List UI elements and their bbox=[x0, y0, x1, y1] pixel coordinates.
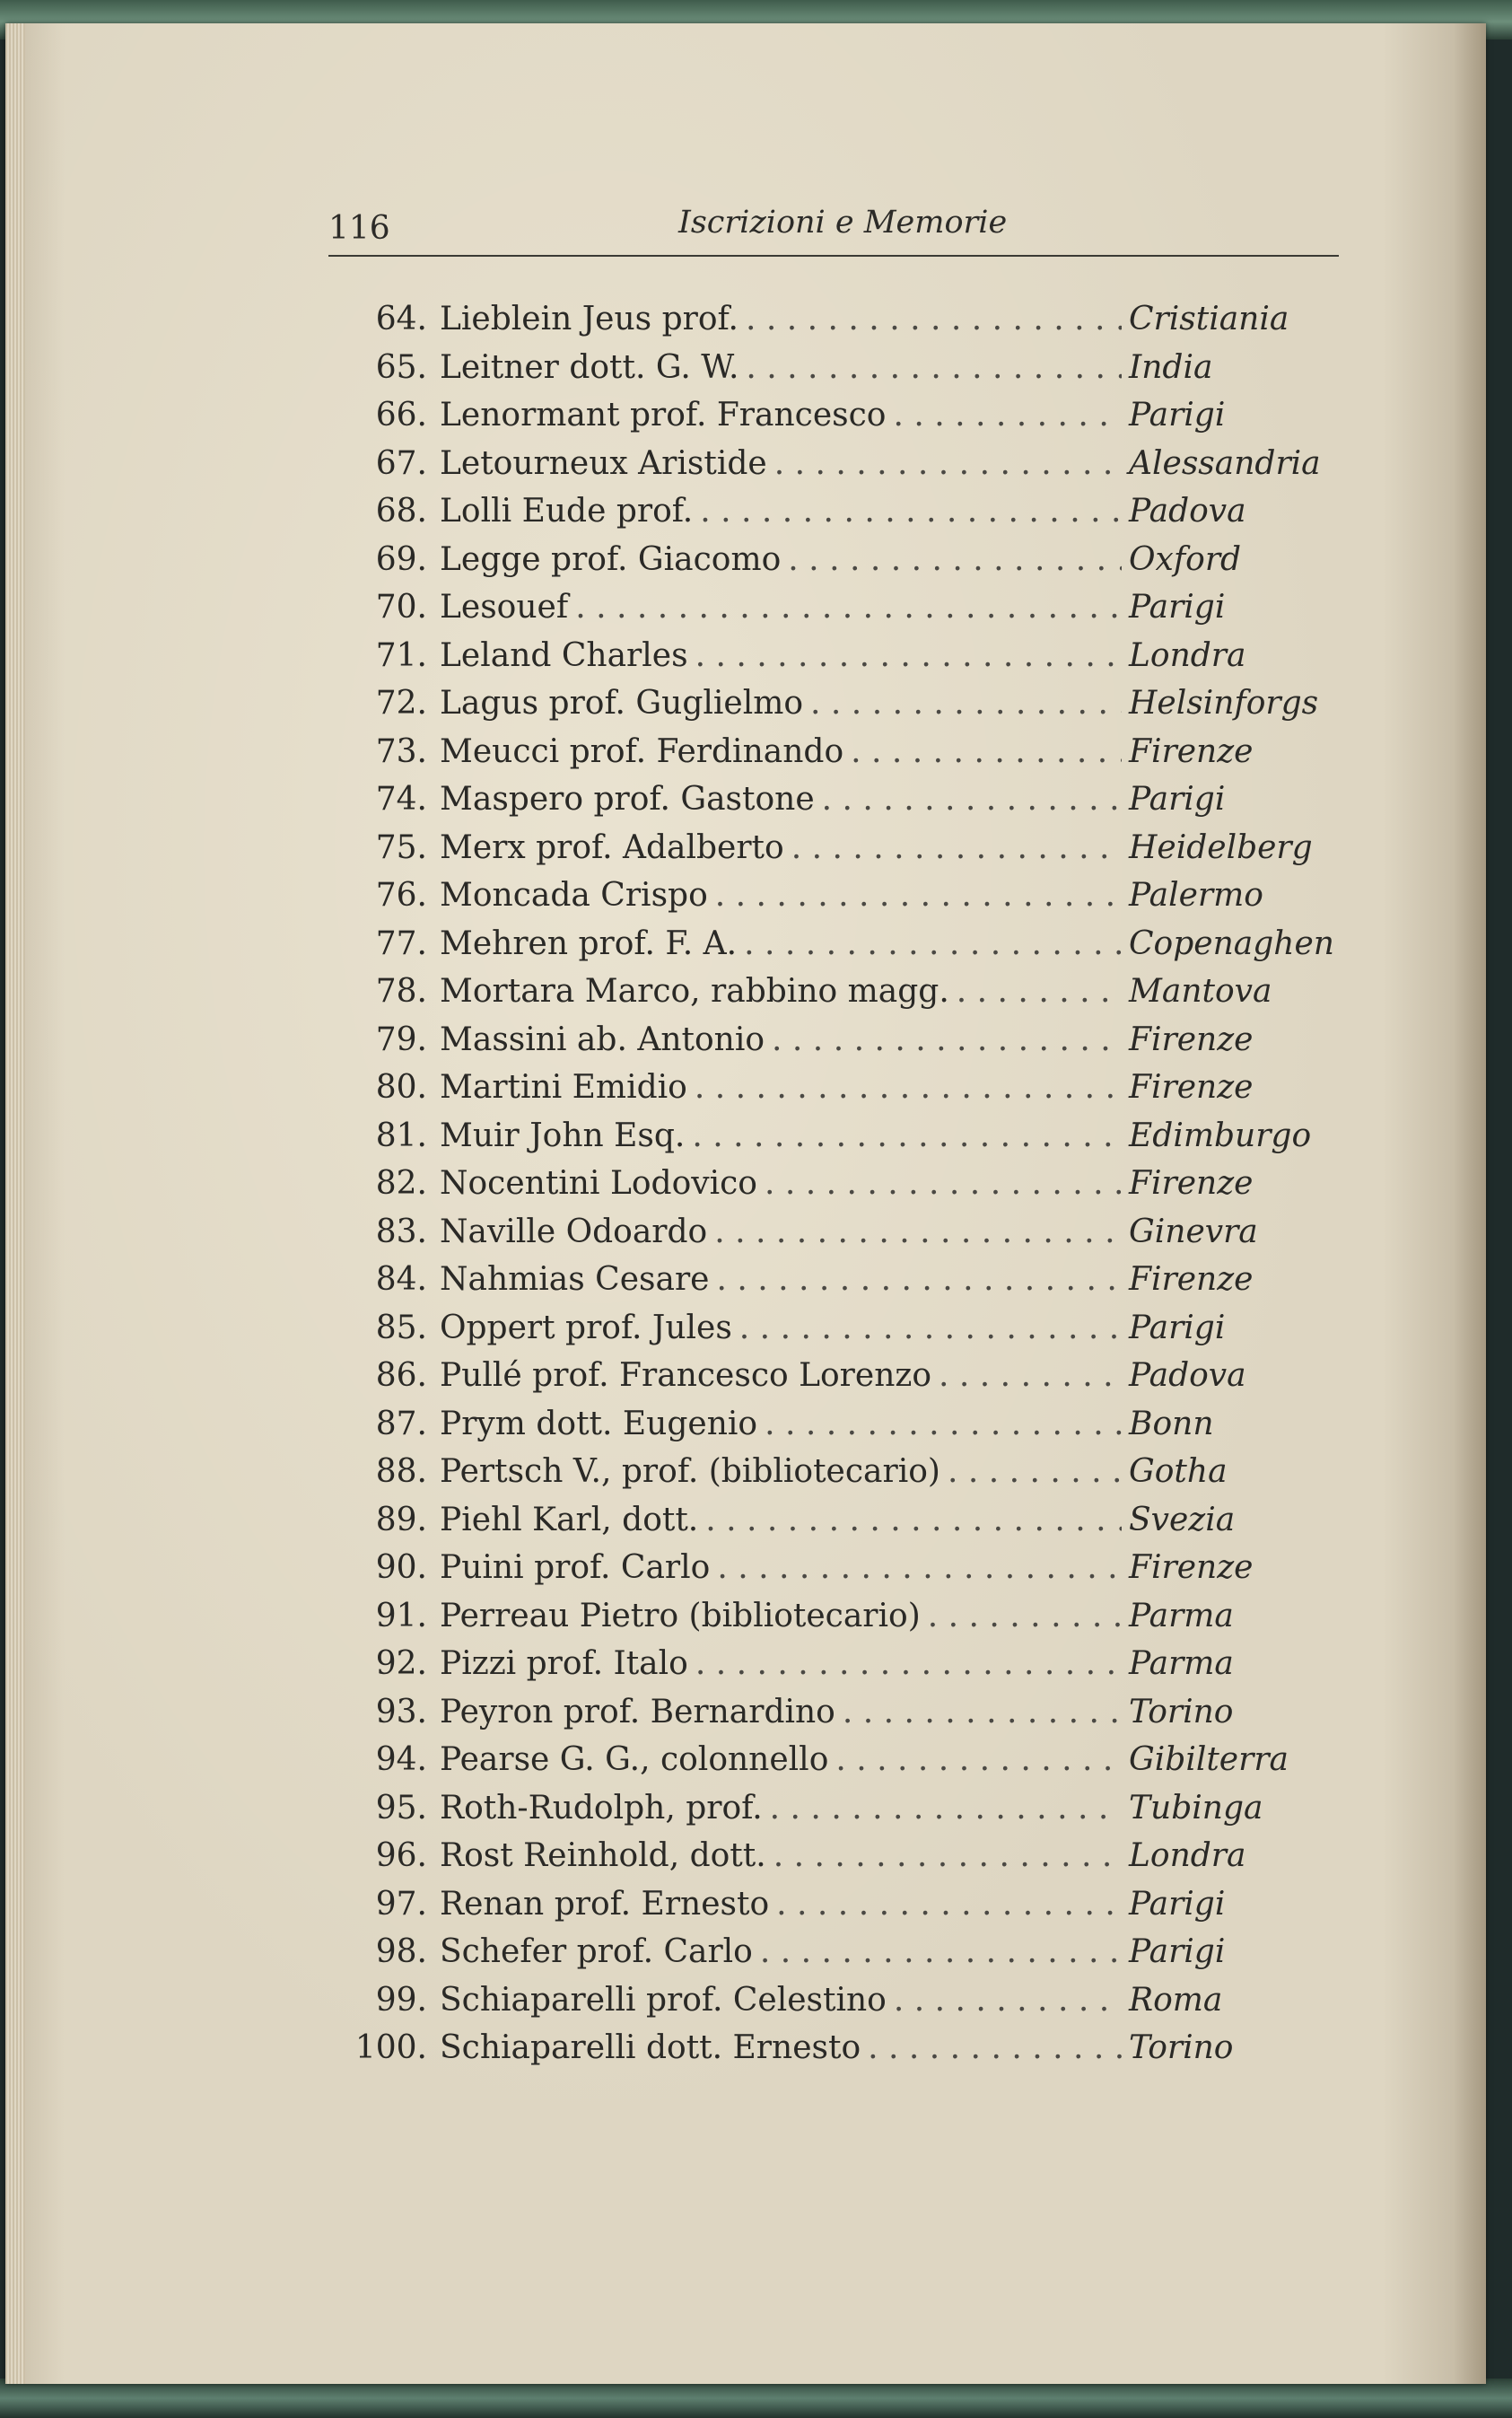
entry-name: Schiaparelli prof. Celestino bbox=[440, 1981, 887, 2019]
page-edge-shadow bbox=[1454, 23, 1486, 2384]
entry-name: Piehl Karl, dott. bbox=[440, 1501, 699, 1538]
entry-place: Mantova bbox=[1129, 973, 1272, 1010]
list-item bbox=[346, 1117, 1333, 1166]
dot-leader bbox=[939, 1357, 1122, 1394]
list-item bbox=[346, 829, 1333, 878]
list-item bbox=[346, 733, 1333, 782]
entry-name: Pullé prof. Francesco Lorenzo bbox=[440, 1357, 932, 1394]
list-item bbox=[346, 445, 1333, 494]
entry-number: 83. bbox=[375, 1213, 427, 1250]
entry-name: Lieblein Jeus prof. bbox=[440, 301, 739, 337]
entry-number: 68. bbox=[375, 493, 427, 530]
dot-leader bbox=[746, 301, 1122, 337]
entry-name: Leitner dott. G. W. bbox=[440, 348, 739, 386]
entry-place: India bbox=[1129, 348, 1213, 386]
entry-number: 67. bbox=[375, 444, 427, 482]
entry-place: Torino bbox=[1129, 2029, 1234, 2066]
list-item bbox=[346, 1790, 1333, 1838]
entry-place: Firenze bbox=[1129, 732, 1254, 770]
entry-place: Firenze bbox=[1129, 1165, 1254, 1202]
entry-number: 86. bbox=[375, 1357, 427, 1394]
entry-number: 87. bbox=[375, 1405, 427, 1442]
dot-leader bbox=[776, 1886, 1122, 1923]
entry-name: Meucci prof. Ferdinando bbox=[440, 732, 844, 770]
list-item bbox=[346, 1982, 1333, 2030]
dot-leader bbox=[575, 589, 1122, 626]
list-item bbox=[346, 1886, 1333, 1934]
dot-leader bbox=[746, 349, 1122, 386]
entry-number: 79. bbox=[375, 1021, 427, 1058]
entry-number: 80. bbox=[375, 1069, 427, 1106]
list-item bbox=[346, 397, 1333, 445]
entry-number: 98. bbox=[375, 1933, 427, 1970]
entry-name: Perreau Pietro (bibliotecario) bbox=[440, 1597, 921, 1634]
entry-place: Roma bbox=[1129, 1981, 1223, 2019]
entry-name: Martini Emidio bbox=[440, 1069, 687, 1106]
list-item bbox=[346, 1310, 1333, 1358]
list-item bbox=[346, 1021, 1333, 1070]
list-item bbox=[346, 1598, 1333, 1646]
dot-leader bbox=[692, 1117, 1122, 1154]
entry-number: 99. bbox=[375, 1981, 427, 2019]
entry-number: 89. bbox=[375, 1501, 427, 1538]
dot-leader bbox=[822, 781, 1122, 818]
dot-leader bbox=[772, 1021, 1122, 1058]
dot-leader bbox=[893, 397, 1122, 434]
dot-leader bbox=[760, 1933, 1122, 1970]
dot-leader bbox=[717, 1549, 1122, 1586]
list-item bbox=[346, 349, 1333, 398]
running-title: Iscrizioni e Memorie bbox=[678, 205, 1008, 241]
entry-number: 77. bbox=[375, 924, 427, 962]
dot-leader bbox=[695, 1645, 1122, 1682]
entry-number: 66. bbox=[375, 397, 427, 434]
entry-place: Torino bbox=[1129, 1693, 1234, 1730]
entry-place: Palermo bbox=[1129, 877, 1263, 914]
entry-place: Alessandria bbox=[1129, 444, 1321, 482]
entry-place: Parigi bbox=[1129, 1885, 1226, 1923]
dot-leader bbox=[843, 1694, 1122, 1730]
entry-name: Lesouef bbox=[440, 589, 569, 626]
dot-leader bbox=[774, 445, 1122, 482]
entry-name: Schiaparelli dott. Ernesto bbox=[440, 2029, 861, 2066]
entry-name: Puini prof. Carlo bbox=[440, 1549, 711, 1586]
list-item bbox=[346, 1069, 1333, 1117]
entry-number: 100. bbox=[354, 2029, 427, 2066]
entry-name: Pizzi prof. Italo bbox=[440, 1645, 688, 1682]
dot-leader bbox=[715, 877, 1122, 914]
entry-place: Firenze bbox=[1129, 1021, 1254, 1058]
entry-place: Bonn bbox=[1129, 1405, 1214, 1442]
entry-place: Gotha bbox=[1129, 1453, 1228, 1490]
list-item bbox=[346, 1837, 1333, 1886]
entry-name: Moncada Crispo bbox=[440, 877, 708, 914]
dot-leader bbox=[770, 1790, 1122, 1827]
entry-place: Londra bbox=[1129, 1837, 1246, 1874]
entry-place: Parma bbox=[1129, 1597, 1234, 1634]
list-item bbox=[346, 781, 1333, 829]
entry-place: Tubinga bbox=[1129, 1789, 1263, 1827]
entry-name: Lenormant prof. Francesco bbox=[440, 397, 887, 434]
entry-place: Ginevra bbox=[1129, 1213, 1258, 1250]
entry-place: Parigi bbox=[1129, 589, 1226, 626]
list-item bbox=[346, 1694, 1333, 1742]
dot-leader bbox=[835, 1741, 1122, 1778]
member-list bbox=[346, 301, 1333, 2078]
entry-name: Schefer prof. Carlo bbox=[440, 1933, 753, 1970]
entry-number: 88. bbox=[375, 1453, 427, 1490]
dot-leader bbox=[791, 829, 1122, 866]
list-item bbox=[346, 925, 1333, 974]
dot-leader bbox=[928, 1598, 1122, 1634]
entry-place: Parma bbox=[1129, 1645, 1234, 1682]
list-item bbox=[346, 1741, 1333, 1790]
entry-name: Roth-Rudolph, prof. bbox=[440, 1789, 763, 1827]
entry-number: 82. bbox=[375, 1165, 427, 1202]
list-item bbox=[346, 541, 1333, 590]
entry-name: Legge prof. Giacomo bbox=[440, 540, 782, 578]
list-item bbox=[346, 2029, 1333, 2078]
entry-number: 70. bbox=[375, 589, 427, 626]
list-item bbox=[346, 589, 1333, 637]
page-header bbox=[328, 201, 1339, 257]
entry-name: Naville Odoardo bbox=[440, 1213, 708, 1250]
dot-leader bbox=[744, 925, 1122, 962]
dot-leader bbox=[714, 1213, 1122, 1250]
entry-number: 93. bbox=[375, 1693, 427, 1730]
dot-leader bbox=[765, 1165, 1122, 1202]
entry-name: Prym dott. Eugenio bbox=[440, 1405, 758, 1442]
entry-name: Rost Reinhold, dott. bbox=[440, 1837, 766, 1874]
entry-place: Svezia bbox=[1129, 1501, 1236, 1538]
entry-place: Oxford bbox=[1129, 540, 1242, 578]
list-item bbox=[346, 877, 1333, 925]
entry-name: Muir John Esq. bbox=[440, 1117, 686, 1154]
dot-leader bbox=[705, 1502, 1122, 1538]
entry-name: Letourneux Aristide bbox=[440, 444, 767, 482]
list-item bbox=[346, 637, 1333, 686]
entry-place: Edimburgo bbox=[1129, 1117, 1312, 1154]
entry-place: Parigi bbox=[1129, 1309, 1226, 1346]
list-item bbox=[346, 1213, 1333, 1262]
entry-name: Pertsch V., prof. (bibliotecario) bbox=[440, 1453, 940, 1490]
dot-leader bbox=[948, 1453, 1122, 1490]
entry-number: 76. bbox=[375, 877, 427, 914]
dot-leader bbox=[695, 1069, 1122, 1106]
book-page bbox=[5, 23, 1486, 2384]
list-item bbox=[346, 685, 1333, 733]
dot-leader bbox=[700, 493, 1122, 530]
entry-name: Nocentini Lodovico bbox=[440, 1165, 757, 1202]
entry-number: 91. bbox=[375, 1597, 427, 1634]
entry-place: Parigi bbox=[1129, 1933, 1226, 1970]
entry-number: 85. bbox=[375, 1309, 427, 1346]
dot-leader bbox=[765, 1406, 1122, 1442]
entry-name: Oppert prof. Jules bbox=[440, 1309, 732, 1346]
entry-name: Pearse G. G., colonnello bbox=[440, 1741, 829, 1778]
entry-name: Lagus prof. Guglielmo bbox=[440, 685, 804, 722]
dot-leader bbox=[810, 685, 1122, 722]
entry-number: 71. bbox=[375, 636, 427, 674]
entry-name: Nahmias Cesare bbox=[440, 1261, 710, 1298]
dot-leader bbox=[695, 637, 1122, 674]
list-item bbox=[346, 1261, 1333, 1310]
page-gutter bbox=[5, 23, 25, 2384]
entry-number: 73. bbox=[375, 732, 427, 770]
entry-place: Padova bbox=[1129, 1357, 1246, 1394]
entry-place: Parigi bbox=[1129, 397, 1226, 434]
entry-place: Gibilterra bbox=[1129, 1741, 1289, 1778]
entry-number: 94. bbox=[375, 1741, 427, 1778]
entry-name: Massini ab. Antonio bbox=[440, 1021, 765, 1058]
list-item bbox=[346, 1645, 1333, 1694]
dot-leader bbox=[957, 973, 1122, 1010]
list-item bbox=[346, 301, 1333, 349]
entry-number: 74. bbox=[375, 781, 427, 818]
entry-number: 64. bbox=[375, 301, 427, 337]
entry-number: 90. bbox=[375, 1549, 427, 1586]
entry-place: Parigi bbox=[1129, 781, 1226, 818]
entry-place: Londra bbox=[1129, 636, 1246, 674]
entry-number: 75. bbox=[375, 828, 427, 866]
list-item bbox=[346, 973, 1333, 1021]
entry-place: Copenaghen bbox=[1129, 924, 1334, 962]
entry-name: Lolli Eude prof. bbox=[440, 493, 694, 530]
list-item bbox=[346, 493, 1333, 541]
list-item bbox=[346, 1933, 1333, 1982]
dot-leader bbox=[716, 1261, 1122, 1298]
entry-number: 92. bbox=[375, 1645, 427, 1682]
entry-number: 65. bbox=[375, 348, 427, 386]
entry-place: Heidelberg bbox=[1129, 828, 1313, 866]
list-item bbox=[346, 1406, 1333, 1454]
entry-number: 97. bbox=[375, 1885, 427, 1923]
entry-number: 72. bbox=[375, 685, 427, 722]
entry-number: 96. bbox=[375, 1837, 427, 1874]
dot-leader bbox=[788, 541, 1122, 578]
dot-leader bbox=[894, 1982, 1122, 2019]
page-number: 116 bbox=[328, 210, 390, 247]
list-item bbox=[346, 1357, 1333, 1406]
entry-name: Mortara Marco, rabbino magg. bbox=[440, 973, 949, 1010]
dot-leader bbox=[773, 1837, 1122, 1874]
entry-number: 81. bbox=[375, 1117, 427, 1154]
entry-name: Renan prof. Ernesto bbox=[440, 1885, 770, 1923]
entry-place: Firenze bbox=[1129, 1549, 1254, 1586]
list-item bbox=[346, 1453, 1333, 1502]
list-item bbox=[346, 1549, 1333, 1598]
entry-number: 84. bbox=[375, 1261, 427, 1298]
entry-place: Padova bbox=[1129, 493, 1246, 530]
entry-place: Helsinforgs bbox=[1129, 685, 1319, 722]
entry-name: Leland Charles bbox=[440, 636, 688, 674]
book-cover-bottom-edge bbox=[0, 2379, 1512, 2418]
entry-name: Peyron prof. Bernardino bbox=[440, 1693, 835, 1730]
entry-name: Mehren prof. F. A. bbox=[440, 924, 738, 962]
list-item bbox=[346, 1165, 1333, 1213]
entry-place: Firenze bbox=[1129, 1261, 1254, 1298]
dot-leader bbox=[851, 733, 1122, 770]
entry-number: 95. bbox=[375, 1789, 427, 1827]
entry-place: Firenze bbox=[1129, 1069, 1254, 1106]
dot-leader bbox=[868, 2029, 1122, 2066]
entry-name: Merx prof. Adalberto bbox=[440, 828, 784, 866]
dot-leader bbox=[739, 1310, 1122, 1346]
entry-name: Maspero prof. Gastone bbox=[440, 781, 815, 818]
entry-number: 69. bbox=[375, 540, 427, 578]
list-item bbox=[346, 1502, 1333, 1550]
entry-place: Cristiania bbox=[1129, 301, 1289, 337]
entry-number: 78. bbox=[375, 973, 427, 1010]
